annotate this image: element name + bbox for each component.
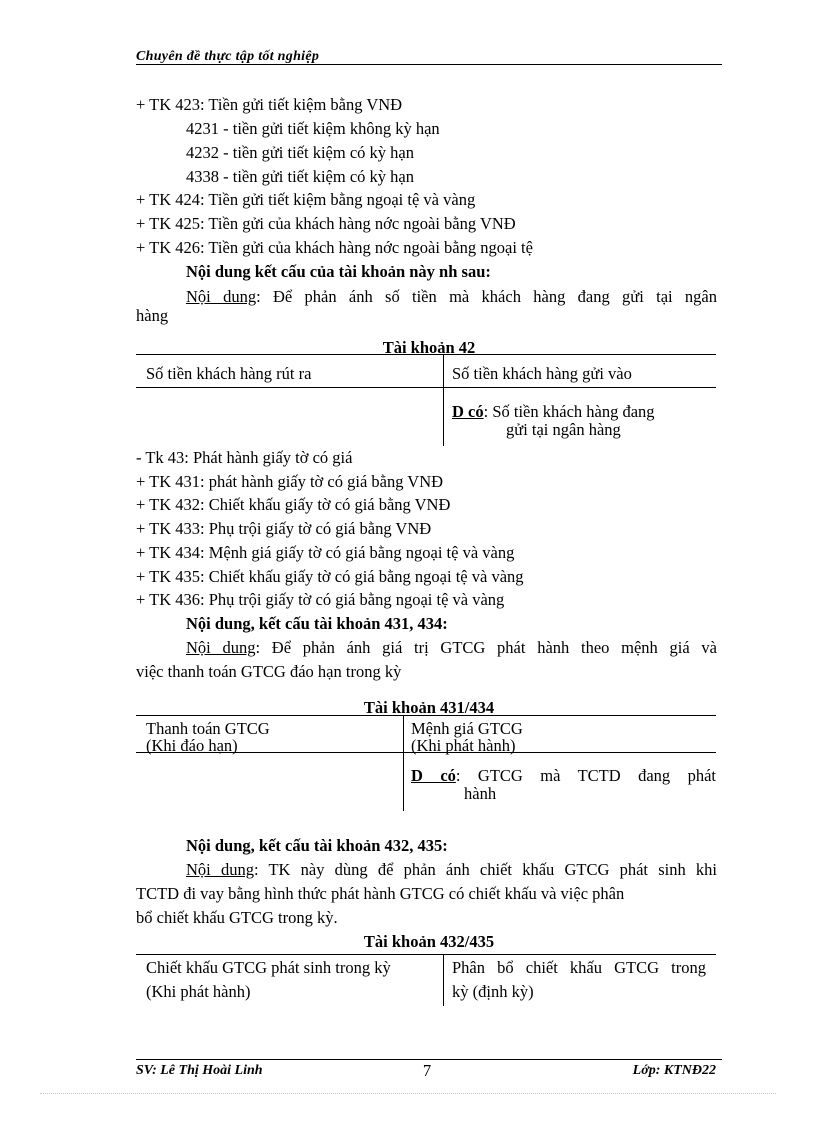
section-content-cont: hàng xyxy=(136,306,169,325)
section-heading: Nội dung kết cấu của tài khoản này nh sau: xyxy=(186,262,491,281)
table-divider xyxy=(403,715,404,811)
table-right-cell: kỳ (định kỳ) xyxy=(452,982,534,1001)
content-label: Nội dung xyxy=(186,860,254,879)
table-balance xyxy=(411,766,716,785)
section-heading: Nội dung, kết cấu tài khoản 432, 435: xyxy=(186,836,448,855)
list-item: + TK 433: Phụ trội giấy tờ có giá bằng VNĐ xyxy=(136,519,432,538)
list-item: + TK 423: Tiền gửi tiết kiệm bằng VNĐ xyxy=(136,95,403,114)
list-item: 4232 - tiền gửi tiết kiệm có kỳ hạn xyxy=(186,143,414,162)
table-left-header: Thanh toán GTCG xyxy=(146,719,270,738)
table-left-cell: Chiết khấu GTCG phát sinh trong kỳ xyxy=(146,958,391,977)
table-rule xyxy=(136,715,716,716)
section-content-cont: bổ chiết khấu GTCG trong kỳ. xyxy=(136,908,338,927)
list-item: + TK 424: Tiền gửi tiết kiệm bằng ngoại tệ và vàng xyxy=(136,190,476,209)
balance-text: : GTCG mà TCTD đang phát xyxy=(455,766,716,785)
table-balance-cont: hành xyxy=(464,784,497,803)
page-number: 7 xyxy=(422,1061,432,1080)
footer-right: Lớp: KTNĐ22 xyxy=(632,1063,716,1078)
list-item: + TK 434: Mệnh giá giấy tờ có giá bằng ngoại tệ và vàng xyxy=(136,543,515,562)
footer-rule xyxy=(136,1059,722,1060)
section-content xyxy=(186,287,717,307)
content-text: : Để phản ánh số tiền mà khách hàng đang gửi tại ngân xyxy=(256,287,717,306)
table-left-cell: (Khi phát hành) xyxy=(146,982,251,1001)
list-item: 4231 - tiền gửi tiết kiệm không kỳ hạn xyxy=(186,119,440,138)
table-right-cell xyxy=(452,958,706,977)
list-item: + TK 431: phát hành giấy tờ có giá bằng VNĐ xyxy=(136,472,444,491)
table-left-header: Số tiền khách hàng rút ra xyxy=(146,364,312,383)
footer-left: SV: Lê Thị Hoài Linh xyxy=(136,1063,263,1078)
page-edge xyxy=(40,1093,776,1094)
table-rule xyxy=(136,752,716,753)
table-right-header: (Khi phát hành) xyxy=(411,736,516,755)
list-item: + TK 432: Chiết khấu giấy tờ có giá bằng VNĐ xyxy=(136,495,451,514)
content-text: : Để phản ánh giá trị GTCG phát hành theo mệnh giá và xyxy=(255,638,717,657)
list-item: 4338 - tiền gửi tiết kiệm có kỳ hạn xyxy=(186,167,414,186)
list-item: + TK 425: Tiền gửi của khách hàng nớc ngoài bằng VNĐ xyxy=(136,214,516,233)
table-divider xyxy=(443,954,444,1006)
balance-label: D có xyxy=(411,766,456,785)
header-rule xyxy=(136,64,722,65)
table-rule xyxy=(136,954,716,955)
table-rule xyxy=(136,354,716,355)
table-caption: Tài khoản 431/434 xyxy=(363,698,495,717)
section-heading: Nội dung, kết cấu tài khoản 431, 434: xyxy=(186,614,448,633)
list-item: - Tk 43: Phát hành giấy tờ có giá xyxy=(136,448,353,467)
content-label: Nội dung xyxy=(186,638,256,657)
balance-label: D có xyxy=(452,402,484,421)
table-right-text: Phân bổ chiết khấu GTCG trong xyxy=(452,958,706,977)
table-balance xyxy=(452,402,655,421)
content-text: : TK này dùng để phản ánh chiết khấu GTCG phát sinh khi xyxy=(253,860,717,879)
balance-text: : Số tiền khách hàng đang xyxy=(483,402,655,421)
table-rule xyxy=(136,387,716,388)
section-content-cont: TCTD đi vay bằng hình thức phát hành GTCG có chiết khấu và việc phân xyxy=(136,884,625,903)
list-item: + TK 436: Phụ trội giấy tờ có giá bằng ngoại tệ và vàng xyxy=(136,590,505,609)
table-caption: Tài khoản 42 xyxy=(382,338,476,357)
list-item: + TK 435: Chiết khấu giấy tờ có giá bằng ngoại tệ và vàng xyxy=(136,567,524,586)
list-item: + TK 426: Tiền gửi của khách hàng nớc ngoài bằng ngoại tệ xyxy=(136,238,533,257)
section-content xyxy=(186,638,717,658)
table-divider xyxy=(443,354,444,446)
table-balance-cont: gửi tại ngân hàng xyxy=(506,420,621,439)
table-right-header: Số tiền khách hàng gửi vào xyxy=(452,364,632,383)
table-left-header: (Khi đáo hạn) xyxy=(146,736,238,755)
header-title: Chuyên đề thực tập tốt nghiệp xyxy=(136,49,320,64)
section-content xyxy=(186,860,717,880)
content-label: Nội dung xyxy=(186,287,257,306)
table-caption: Tài khoản 432/435 xyxy=(363,932,495,951)
table-right-header: Mệnh giá GTCG xyxy=(411,719,523,738)
section-content-cont: việc thanh toán GTCG đáo hạn trong kỳ xyxy=(136,662,402,681)
